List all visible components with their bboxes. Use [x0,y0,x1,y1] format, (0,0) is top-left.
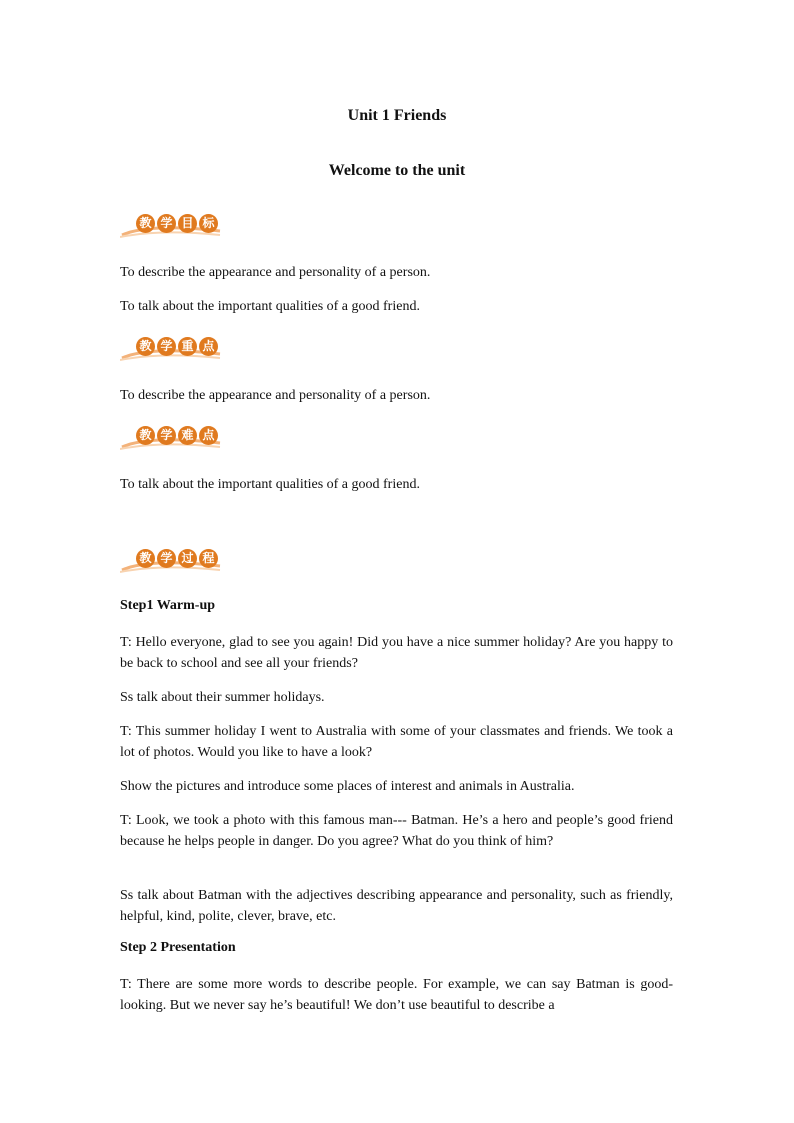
step1-paragraph: T: Look, we took a photo with this famous man--- Batman. He’s a hero and people’s good friend because he helps people in danger. Do you agree? What do you think of him? [120,813,673,849]
badge-char: 难 [178,426,197,445]
step2-heading: Step 2 Presentation [120,940,236,955]
objective-2: To talk about the important qualities of a good friend. [120,299,420,314]
step1-paragraph: T: This summer holiday I went to Australia with some of your classmates and friends. We took a lot of photos. Would you like to have a look? [120,724,673,760]
step1-heading: Step1 Warm-up [120,598,216,613]
badge-char: 学 [157,337,176,356]
badge-char: 学 [157,549,176,568]
step1-paragraph: Ss talk about Batman with the adjectives describing appearance and personality, such as friendly, helpful, kind, polite, clever, brave, etc. [120,888,673,924]
badge-char: 点 [199,426,218,445]
badge-char: 教 [136,426,155,445]
step1-paragraph: Ss talk about their summer holidays. [120,690,325,705]
badge-char: 过 [178,549,197,568]
badge-char: 教 [136,337,155,356]
badge-char: 教 [136,549,155,568]
badge-char: 程 [199,549,218,568]
process-badge [120,548,224,574]
objective-1: To describe the appearance and personality of a person. [120,265,431,280]
step1-paragraph: Show the pictures and introduce some places of interest and animals in Australia. [120,779,575,794]
page-subtitle: Welcome to the unit [328,162,466,179]
badge-char: 标 [199,214,218,233]
badge-char: 重 [178,337,197,356]
badge-char: 点 [199,337,218,356]
difficult-point: To talk about the important qualities of a good friend. [120,477,420,492]
objectives-badge [120,213,224,239]
difficult-points-badge [120,425,224,451]
step1-paragraph: T: Hello everyone, glad to see you again! Did you have a nice summer holiday? Are you happy to be back to school and see all your friends? [120,635,673,671]
page-title: Unit 1 Friends [347,107,447,124]
badge-char: 教 [136,214,155,233]
key-points-badge [120,336,224,362]
badge-char: 学 [157,214,176,233]
badge-char: 目 [178,214,197,233]
step2-paragraph: T: There are some more words to describe people. For example, we can say Batman is good-looking. But we never say he’s beautiful! We don’t use beautiful to describe a [120,977,673,1013]
badge-char: 学 [157,426,176,445]
key-point: To describe the appearance and personality of a person. [120,388,431,403]
